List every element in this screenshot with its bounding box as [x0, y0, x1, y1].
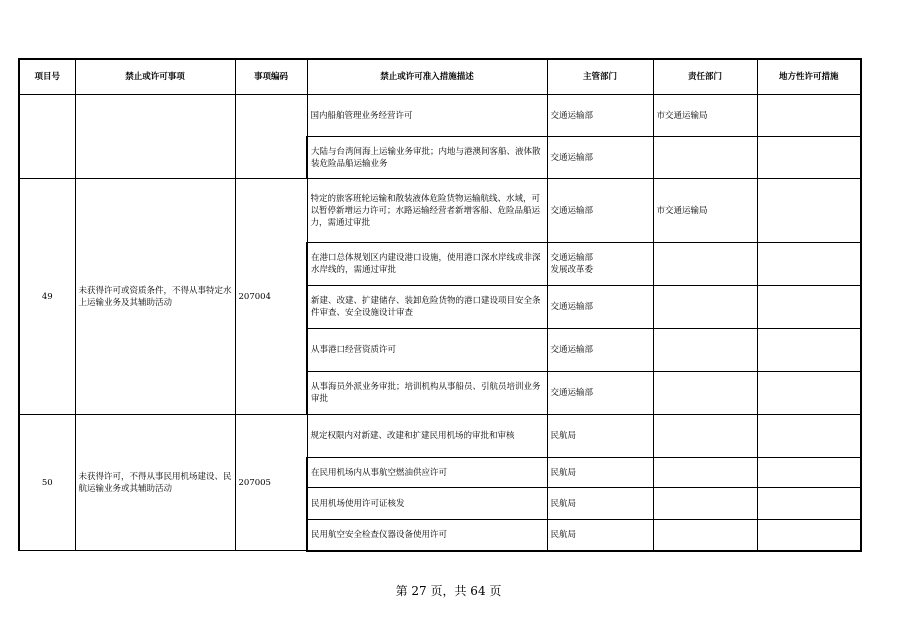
- table-row: [19, 179, 861, 243]
- dept-cell: 民航局: [547, 415, 653, 458]
- table-row: [19, 415, 861, 458]
- resp-dept-cell: [653, 488, 757, 520]
- header-row: [19, 59, 861, 95]
- header-dept: 主管部门: [547, 59, 653, 95]
- dept-cell: 民航局: [547, 458, 653, 488]
- resp-dept-cell: [653, 372, 757, 415]
- local-measure-cell: [757, 488, 861, 520]
- measure-desc-cell: 规定权限内对新建、改建和扩建民用机场的审批和审核: [307, 415, 547, 458]
- resp-dept-cell: [653, 243, 757, 286]
- resp-dept-cell: [653, 520, 757, 551]
- header-local-measure: 地方性许可措施: [757, 59, 861, 95]
- resp-dept-cell: [653, 415, 757, 458]
- item-no-cell: [19, 95, 75, 179]
- measure-desc-cell: 在港口总体规划区内建设港口设施，使用港口深水岸线或非深水岸线的，需通过审批: [307, 243, 547, 286]
- measure-desc-cell: 民用航空安全检查仪器设备使用许可: [307, 520, 547, 551]
- local-measure-cell: [757, 95, 861, 137]
- dept-cell: 交通运输部: [547, 372, 653, 415]
- item-code-cell: 207005: [235, 415, 307, 551]
- local-measure-cell: [757, 372, 861, 415]
- dept-cell: 民航局: [547, 488, 653, 520]
- header-item-code: 事项编码: [235, 59, 307, 95]
- dept-cell: 交通运输部: [547, 329, 653, 372]
- local-measure-cell: [757, 179, 861, 243]
- dept-cell: 交通运输部: [547, 179, 653, 243]
- local-measure-cell: [757, 329, 861, 372]
- item-name-cell: [75, 95, 235, 179]
- measure-desc-cell: 国内船舶管理业务经营许可: [307, 95, 547, 137]
- resp-dept-cell: [653, 137, 757, 179]
- measure-desc-cell: 新建、改建、扩建储存、装卸危险货物的港口建设项目安全条件审查、安全设施设计审查: [307, 286, 547, 329]
- header-resp-dept: 责任部门: [653, 59, 757, 95]
- local-measure-cell: [757, 286, 861, 329]
- dept-cell: 交通运输部 发展改革委: [547, 243, 653, 286]
- table-row: [19, 95, 861, 137]
- dept-cell: 交通运输部: [547, 286, 653, 329]
- item-no-cell: 49: [19, 179, 75, 415]
- measure-desc-cell: 特定的旅客班轮运输和散装液体危险货物运输航线、水域，可以暂停新增运力许可；水路运输经营者新增客船、危险品船运力，需通过审批: [307, 179, 547, 243]
- resp-dept-cell: 市交通运输局: [653, 95, 757, 137]
- local-measure-cell: [757, 520, 861, 551]
- header-measure-desc: 禁止或许可准入措施描述: [307, 59, 547, 95]
- dept-cell: 民航局: [547, 520, 653, 551]
- header-item-name: 禁止或许可事项: [75, 59, 235, 95]
- header-item-no: 项目号: [19, 59, 75, 95]
- local-measure-cell: [757, 415, 861, 458]
- resp-dept-cell: [653, 286, 757, 329]
- item-name-cell: 未获得许可，不得从事民用机场建设、民航运输业务或其辅助活动: [75, 415, 235, 551]
- resp-dept-cell: [653, 329, 757, 372]
- resp-dept-cell: [653, 458, 757, 488]
- resp-dept-cell: 市交通运输局: [653, 179, 757, 243]
- item-no-cell: 50: [19, 415, 75, 551]
- page-number: 第 27 页，共 64 页: [395, 584, 502, 598]
- measure-desc-cell: 从事港口经营资质许可: [307, 329, 547, 372]
- item-name-cell: 未获得许可或资质条件，不得从事特定水上运输业务及其辅助活动: [75, 179, 235, 415]
- dept-cell: 交通运输部: [547, 137, 653, 179]
- permit-table: [18, 58, 862, 552]
- local-measure-cell: [757, 137, 861, 179]
- measure-desc-cell: 从事海员外派业务审批；培训机构从事船员、引航员培训业务审批: [307, 372, 547, 415]
- local-measure-cell: [757, 458, 861, 488]
- measure-desc-cell: 大陆与台湾间海上运输业务审批；内地与港澳间客船、液体散装危险品船运输业务: [307, 137, 547, 179]
- item-code-cell: [235, 95, 307, 179]
- measure-desc-cell: 民用机场使用许可证核发: [307, 488, 547, 520]
- item-code-cell: 207004: [235, 179, 307, 415]
- measure-desc-cell: 在民用机场内从事航空燃油供应许可: [307, 458, 547, 488]
- dept-cell: 交通运输部: [547, 95, 653, 137]
- local-measure-cell: [757, 243, 861, 286]
